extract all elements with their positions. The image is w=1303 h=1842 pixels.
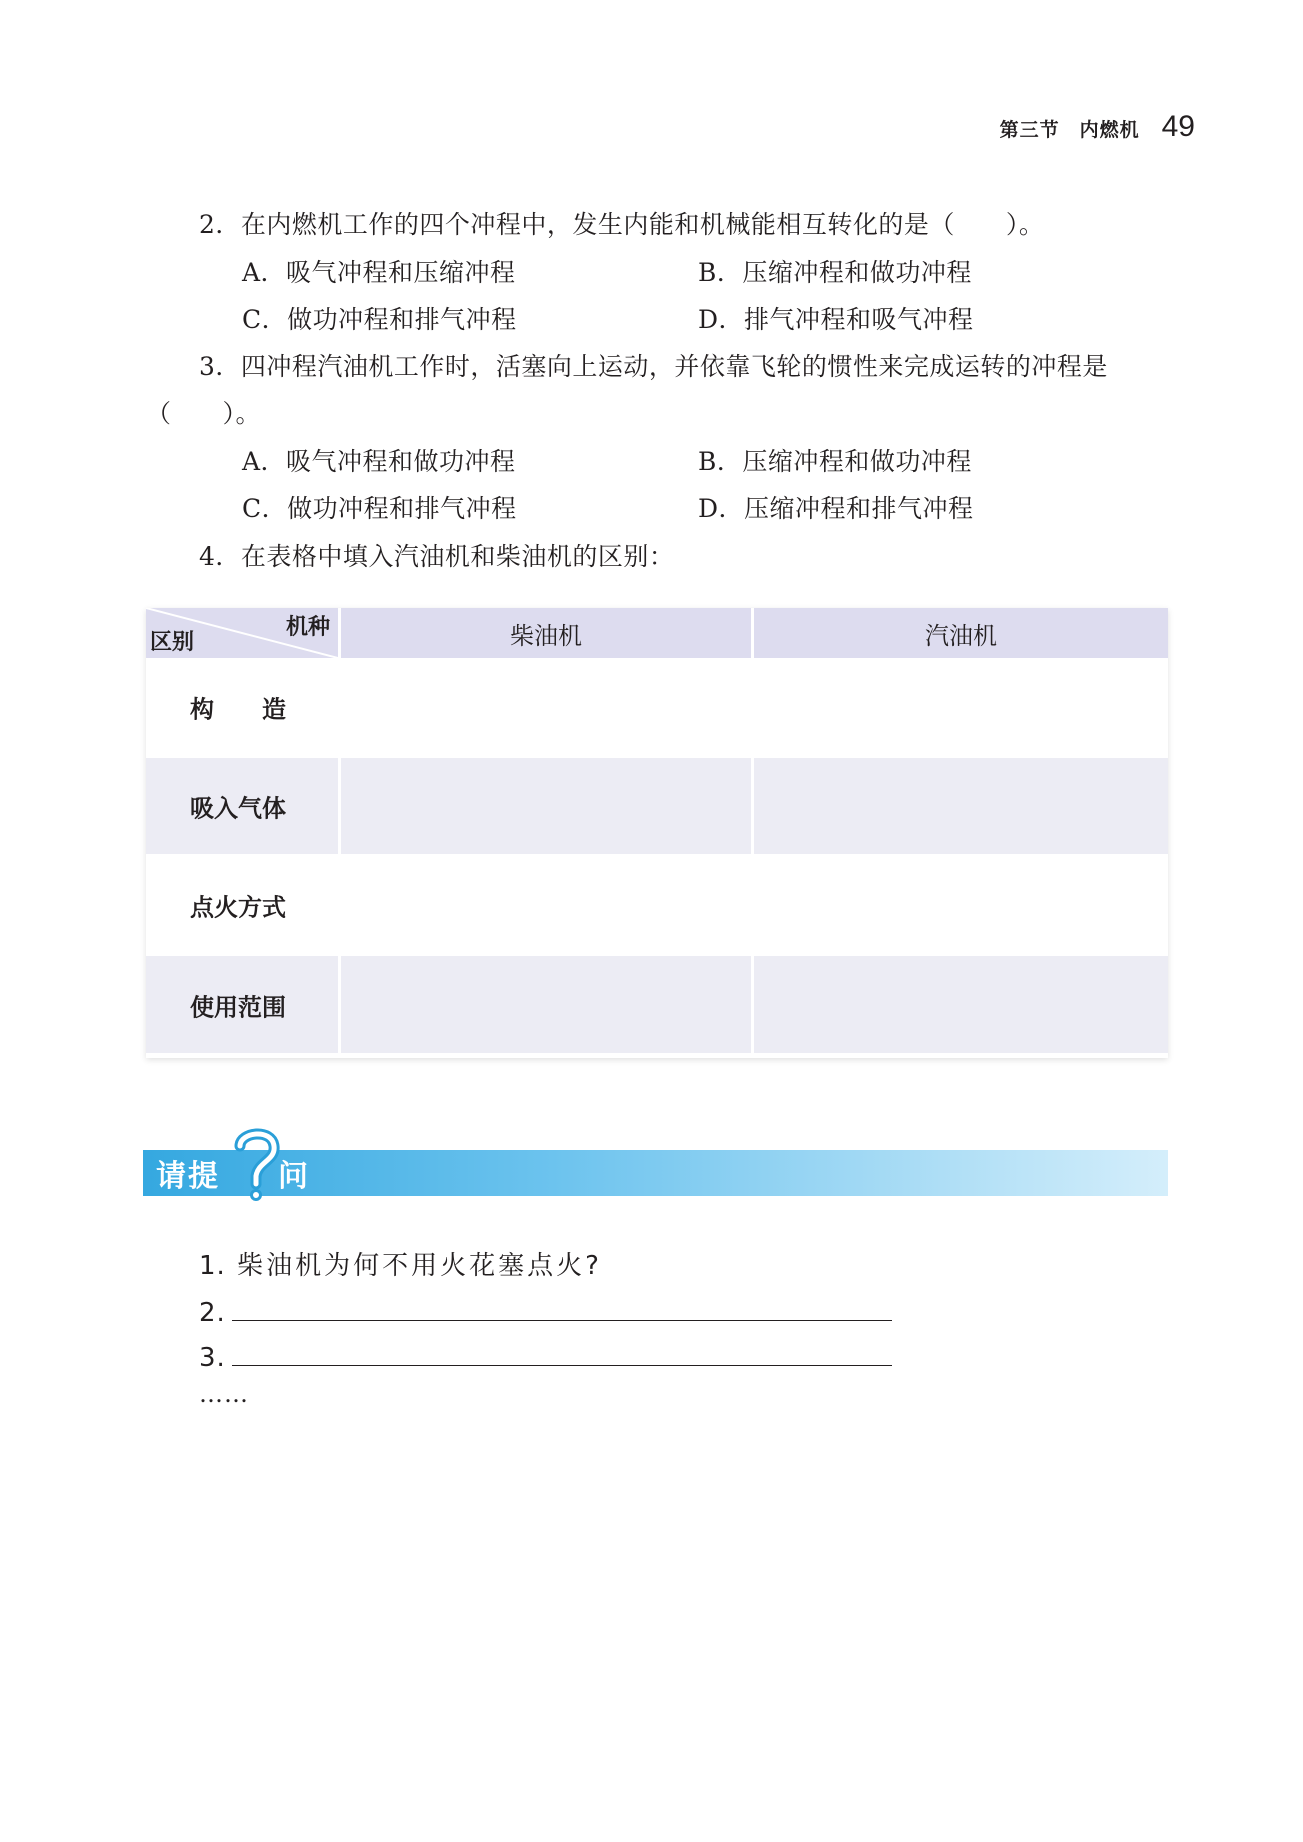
row-label-cell (146, 956, 338, 1053)
running-head (999, 110, 1195, 143)
table-cell-blank (341, 658, 751, 756)
table-cell-blank (754, 758, 1168, 854)
answer-blank-line[interactable] (232, 1343, 892, 1366)
question-3-option-d: D．压缩冲程和排气冲程 (698, 494, 974, 523)
row-label-intake-gas: 吸入气体 (190, 794, 286, 823)
question-3-option-b: B．压缩冲程和做功冲程 (698, 447, 972, 476)
corner-label-column-type: 机种 (285, 615, 330, 640)
question-2-stem: 2．在内燃机工作的四个冲程中，发生内能和机械能相互转化的是（ ）。 (199, 210, 1045, 239)
question-4-stem: 4．在表格中填入汽油机和柴油机的区别： (199, 542, 675, 571)
question-2-option-a: A．吸气冲程和压缩冲程 (242, 258, 516, 287)
column-header-label: 汽油机 (925, 621, 997, 650)
row-label-ignition: 点火方式 (190, 893, 286, 922)
row-label-cell (146, 758, 338, 854)
section-title: 第三节 内燃机 (999, 119, 1140, 141)
question-2-option-d: D．排气冲程和吸气冲程 (698, 305, 974, 334)
question-3-stem-continued: （ ）。 (146, 399, 262, 428)
table-cell-blank (341, 758, 751, 854)
answer-blank-line[interactable] (232, 1298, 892, 1321)
table-cell-blank (754, 956, 1168, 1053)
page-number: 49 (1161, 110, 1195, 143)
question-3-option-c: C．做功冲程和排气冲程 (242, 494, 517, 523)
question-3-stem: 3．四冲程汽油机工作时，活塞向上运动，并依靠飞轮的惯性来完成运转的冲程是 (199, 352, 1108, 381)
ask-item-1 (199, 1248, 602, 1284)
ask-item-number: 2. (199, 1298, 226, 1328)
ask-item-number: 3. (199, 1343, 226, 1373)
ask-item-2 (199, 1295, 892, 1331)
comparison-table (146, 608, 1168, 1058)
column-header-gasoline (754, 608, 1168, 658)
ask-title-left: 请提 (156, 1159, 220, 1194)
column-header-diesel (341, 608, 751, 658)
table-cell-blank (754, 658, 1168, 756)
table-cell-blank (341, 856, 751, 954)
ask-item-number: 1. (199, 1251, 226, 1281)
table-cell-blank (341, 956, 751, 1053)
ask-ellipsis: …… (199, 1380, 249, 1408)
question-mark-icon (230, 1124, 282, 1204)
column-header-label: 柴油机 (510, 621, 582, 650)
ask-item-text: 柴油机为何不用火花塞点火? (237, 1251, 602, 1281)
row-label-usage-range: 使用范围 (190, 993, 286, 1021)
table-cell-blank (754, 856, 1168, 954)
table-corner-cell (146, 608, 338, 658)
row-label-cell (146, 658, 338, 756)
row-label-cell (146, 856, 338, 954)
row-label-structure: 构 造 (190, 695, 286, 724)
corner-label-row-type: 区别 (150, 630, 195, 655)
question-3-option-a: A．吸气冲程和做功冲程 (242, 447, 516, 476)
question-2-option-c: C．做功冲程和排气冲程 (242, 305, 517, 334)
ask-title-right: 问 (278, 1159, 310, 1194)
question-2-option-b: B．压缩冲程和做功冲程 (698, 258, 972, 287)
ask-item-3 (199, 1340, 892, 1376)
